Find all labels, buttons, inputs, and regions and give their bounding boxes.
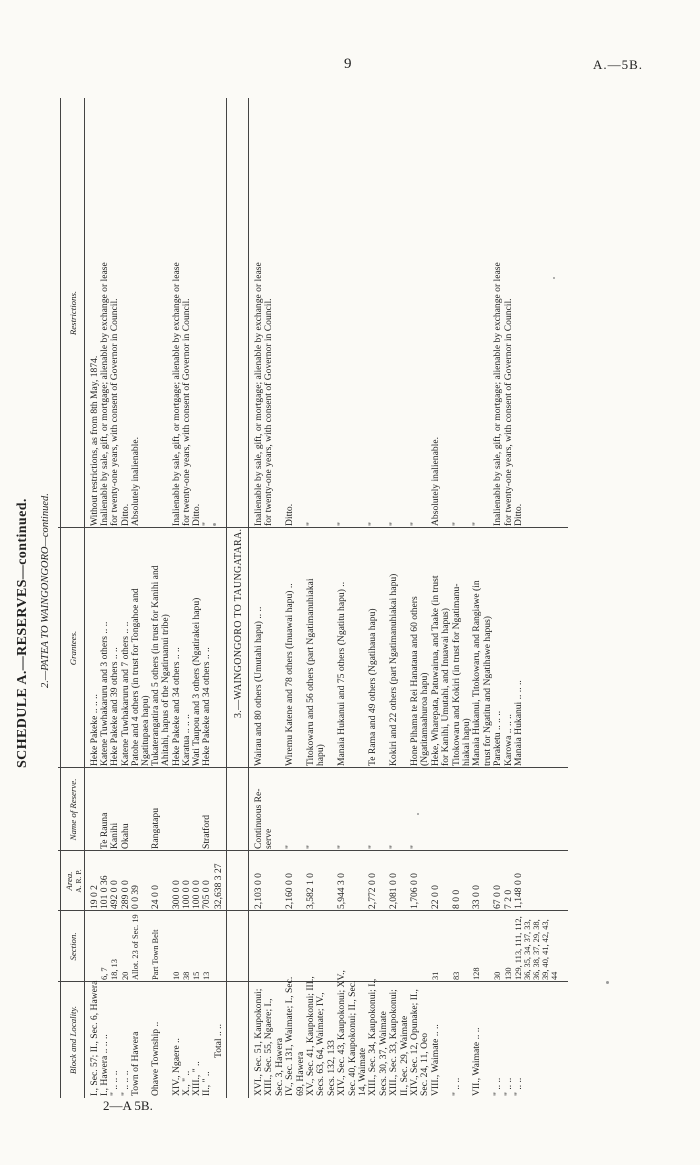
area-cell: 7 2 0	[502, 889, 514, 909]
header-grantees: Grantees.	[68, 630, 78, 666]
reserve-cell: Kanihi	[109, 822, 121, 849]
grantees-cell: Ahitahi, hapus of the Ngatiruanui tribe)	[160, 614, 172, 766]
section-cell: 20	[120, 971, 130, 980]
block-cell: XIII., Sec. 55, Ngaere; I.,	[263, 998, 275, 1096]
area-cell: 289 0 0	[119, 880, 131, 909]
block-cell: " .. ..	[502, 1077, 514, 1096]
reserve-cell: "	[305, 845, 316, 849]
area-cell: 101 0 36	[99, 875, 111, 909]
grantees-cell: Titokowaru and 56 others (part Ngatimanuhiakai	[305, 578, 316, 766]
reserve-cell: "	[367, 845, 379, 849]
grantees-cell: hapu)	[315, 744, 327, 766]
restrictions-cell: Without restrictions, as from 8th May, 1874.	[89, 355, 100, 526]
block-cell: Secs. 63, 64, Waimate; IV.,	[315, 992, 327, 1096]
restrictions-cell: "	[201, 522, 213, 526]
column-divider	[58, 527, 568, 528]
block-cell: Sec. 3, Hawera	[273, 1037, 285, 1096]
reserve-cell: Te Rauna	[99, 812, 111, 849]
grantees-cell: Manaia Hukanui .. .. ..	[513, 680, 524, 766]
block-cell: " .. ..	[513, 1077, 524, 1096]
restrictions-cell: "	[450, 522, 462, 526]
restrictions-cell: Absolutely inalienable.	[129, 437, 141, 526]
grantees-cell: Tukaterangatira and 5 others (in trust for Kanihi and	[150, 565, 162, 766]
section-subtitle: 2.—PATEA TO WAINGONGORO—continued.	[40, 493, 51, 688]
block-cell: 14, Waimate	[357, 1047, 368, 1096]
block-cell: XIV., Ngaere ..	[170, 1038, 182, 1096]
block-cell: XV., Sec. 41, Kaupokonui; III.,	[305, 976, 316, 1096]
grantees-cell: trust for Ngatitu and Ngatihawe hapus)	[481, 616, 493, 766]
restrictions-cell: Inalienable by sale, gift, or mortgage; alienable by exchange or lease	[492, 262, 504, 526]
section-3-heading: 3.—WAINGONGORO TO TAUNGATARA.	[233, 528, 244, 718]
block-cell: Sec. 24, 11, Oeo	[419, 1032, 431, 1096]
grantees-cell: Wati Taupou and 3 others (Ngatirakei hapu)	[191, 597, 202, 766]
grantees-cell: Patohe and 4 others (in trust for Tongahoe and	[129, 588, 141, 766]
grantees-cell: Katene Tuwhakaruru and 7 others .. ..	[119, 621, 131, 766]
total-label: Total .. ..	[213, 1024, 224, 1058]
total-area: 32,638 3 27	[213, 863, 224, 909]
grantees-cell: Manaia Hukanui, Titokowaru, and Rangiawe (in	[471, 580, 483, 766]
area-cell: 19 0 2	[89, 885, 100, 909]
section-cell: 30	[493, 971, 503, 980]
grantees-cell: Ngatitupaea hapu)	[140, 695, 151, 766]
header-bottom-rule	[84, 98, 85, 1098]
restrictions-cell: Inalienable by sale, gift, or mortgage; alienable by exchange or lease	[253, 262, 264, 526]
area-cell: 2,772 0 0	[367, 873, 379, 909]
block-cell: " .. ..	[492, 1077, 504, 1096]
restrictions-cell: for twenty-one years, with consent of Governor in Council.	[263, 298, 275, 526]
area-cell: 1,148 0 0	[513, 873, 524, 909]
block-cell: I., Sec. 57; II., Sec. 6, Hawera	[89, 980, 100, 1096]
restrictions-cell: for twenty-one years, with consent of Governor in Council.	[502, 298, 514, 526]
paper-id: A.—5B.	[593, 57, 644, 72]
block-cell: Secs. 132, 133	[325, 1040, 337, 1096]
area-cell: 0 0 39	[129, 885, 141, 909]
grantees-cell: for Kanihi, Umutahi, and Inuawai hapus)	[440, 608, 452, 766]
block-cell: Town of Hawera	[129, 1031, 141, 1096]
block-cell: Ohawe Township ..	[150, 1021, 162, 1096]
block-cell: IV., Sec. 131, Waimate; I., Sec.	[284, 976, 296, 1096]
section-cell: Part Town Belt	[151, 929, 161, 980]
restrictions-cell: Absolutely inalienable.	[429, 437, 441, 526]
grantees-cell: Heke Pakeke and 39 others .. ..	[109, 647, 121, 766]
restrictions-cell: "	[305, 522, 316, 526]
grantees-cell: Titokowaru and Kokiri (in trust for Ngatimanu-	[450, 583, 462, 766]
section-cell: 31	[430, 971, 440, 980]
section-cell: 18, 13	[110, 959, 120, 980]
section-cell: 38	[181, 971, 191, 980]
header-block: Block and Locality.	[68, 1005, 78, 1075]
restrictions-cell: for twenty-one years, with consent of Governor in Council.	[109, 298, 121, 526]
reserve-cell: Rangatapu	[150, 807, 162, 849]
block-cell: 69, Hawera	[294, 1051, 306, 1096]
area-cell: 3,582 1 0	[305, 873, 316, 909]
schedule-title: SCHEDULE A.—RESERVES—continued.	[15, 498, 30, 768]
block-cell: " .. .. ..	[119, 1070, 131, 1096]
rotated-schedule-table	[8, 78, 638, 1118]
area-cell: 67 0 0	[492, 885, 504, 909]
area-cell: 24 0 0	[150, 885, 162, 909]
section-start-rule	[248, 98, 249, 1098]
area-cell: 2,103 0 0	[253, 873, 264, 909]
block-cell: XIV., Sec. 12, Opunake; II.,	[409, 989, 420, 1096]
table-top-rule	[60, 98, 61, 1098]
block-cell: Secs. 30, 37, Waimate	[377, 1011, 389, 1096]
grantees-cell: Manaia Hukanui and 75 others (Ngatitu hapu) ..	[336, 581, 348, 766]
restrictions-cell: Ditto.	[513, 503, 524, 526]
area-cell: 8 0 0	[450, 889, 462, 909]
block-cell: VIII., Waimate .. ..	[429, 1024, 441, 1096]
grantees-cell: Kokiri and 22 others (part Ngatimanuhiakai hapu)	[388, 573, 400, 766]
restrictions-cell: for twenty-one years, with consent of Governor in Council.	[180, 298, 192, 526]
section-cell: 6, 7	[100, 967, 110, 980]
header-area: Area.	[64, 871, 74, 891]
header-reserve: Name of Reserve.	[68, 778, 78, 841]
section-cell: 129, 113, 111, 112, 36, 35, 34, 37, 33, 36, 38, 37, 29, 38, 39, 40, 41, 42, 43, 44	[514, 916, 559, 980]
section-cell: 13	[202, 971, 212, 980]
header-restrictions: Restrictions.	[68, 290, 78, 336]
grantees-cell: Wiremu Katene and 78 others (Inuawai hapu) ..	[284, 583, 296, 766]
reserve-cell: serve	[263, 828, 275, 849]
grantees-cell: hiakai hapu)	[461, 718, 472, 766]
restrictions-cell: "	[367, 522, 379, 526]
block-cell: XIII., Sec. 33, Kaupokonui;	[388, 989, 400, 1096]
sheet-id: 2—A 5B.	[103, 1098, 153, 1113]
column-divider	[58, 767, 568, 768]
column-divider	[58, 850, 568, 851]
grantees-cell: Heke Pakeke .. .. ..	[89, 694, 100, 766]
grantees-cell: Hone Pihama te Rei Hanataua and 60 others	[409, 596, 420, 766]
area-cell: 5,944 3 0	[336, 873, 348, 909]
block-cell: XIII., Sec. 34, Kaupokonui; I.,	[367, 978, 379, 1096]
area-cell: 1,706 0 0	[409, 873, 420, 909]
restrictions-cell: Ditto.	[284, 503, 296, 526]
header-section: Section.	[68, 932, 78, 961]
grantees-cell: Wairau and 80 others (Umutahi hapu) .. ..	[253, 606, 264, 766]
section-cell: 128	[472, 967, 482, 980]
block-cell: " .. .. ..	[109, 1070, 121, 1096]
block-cell: XIII., " ..	[191, 1061, 202, 1096]
section-cell: 15	[192, 971, 201, 980]
grantees-cell: Paraketu .. .. ..	[492, 710, 504, 766]
area-cell: 22 0 0	[429, 885, 441, 909]
restrictions-cell: "	[336, 522, 348, 526]
page-number: 9	[344, 56, 352, 72]
restrictions-cell: Ditto.	[119, 503, 131, 526]
reserve-cell: Stratford	[201, 814, 213, 849]
restrictions-cell: Ditto.	[191, 503, 202, 526]
section-end-rule	[226, 98, 227, 1098]
section-cell: 83	[451, 971, 461, 980]
grantees-cell: Heke Pakeke and 34 others .. ..	[201, 647, 213, 766]
block-cell: II., " ..	[201, 1071, 213, 1096]
restrictions-cell: Inalienable by sale, gift, or mortgage; alienable by exchange or lease	[170, 262, 182, 526]
column-divider	[58, 910, 568, 911]
block-cell: XVI., Sec. 51, Kaupokonui;	[253, 988, 264, 1096]
area-cell: 2,160 0 0	[284, 873, 296, 909]
restrictions-cell: "	[409, 522, 420, 526]
block-cell: Sec. 40, Kaupokonui; II., Sec.	[346, 980, 358, 1096]
grantees-cell: Karowa .. .. ..	[502, 714, 514, 766]
block-cell: XIV., Sec. 43, Kaupokonui; XV.,	[336, 970, 348, 1096]
grantees-cell: Katene Tuwhakaruru and 3 others .. ..	[99, 621, 111, 766]
block-cell: X., " ..	[180, 1070, 192, 1096]
block-cell: I., Hawera .. .. ..	[99, 1034, 111, 1096]
block-cell: II., Sec. 29, Waimate	[398, 1015, 410, 1096]
area-cell: 705 0 0	[201, 880, 213, 909]
area-cell: 492 0 0	[109, 880, 121, 909]
restrictions-cell: Inalienable by sale, gift, or mortgage; alienable by exchange or lease	[99, 262, 111, 526]
area-cell: 100 0 0	[191, 880, 202, 909]
grantees-cell: Heke Pakeke and 34 others .. ..	[170, 647, 182, 766]
area-cell: 33 0 0	[471, 885, 483, 909]
grantees-cell: (Ngatitamaahuroa hapu)	[419, 672, 431, 766]
reserve-cell: "	[388, 845, 400, 849]
reserve-cell: "	[336, 845, 348, 849]
grantees-cell: Karatua .. .. ..	[180, 714, 192, 766]
restrictions-cell: "	[471, 522, 483, 526]
grantees-cell: Heke, Wharepata, Patuwairua, and Taake (in trust	[429, 575, 441, 766]
area-cell: 300 0 0	[170, 880, 182, 909]
reserve-cell: Okahu	[119, 823, 131, 849]
area-cell: 100 0 0	[180, 880, 192, 909]
section-cell: Allot. 23 of Sec. 19	[130, 914, 140, 980]
block-cell: " .. ..	[450, 1077, 462, 1096]
restrictions-cell: "	[388, 522, 400, 526]
reserve-cell: "	[284, 845, 296, 849]
block-cell: VII., Waimate .. ..	[471, 1027, 483, 1096]
header-area-units: A. R. P.	[74, 869, 83, 893]
section-cell: 10	[171, 971, 181, 980]
grantees-cell: Te Rama and 49 others (Ngatihaua hapu)	[367, 608, 379, 766]
section-cell: 130	[503, 967, 513, 980]
reserve-cell: Continuous Re-	[253, 788, 264, 849]
area-cell: 2,081 0 0	[388, 873, 400, 909]
reserve-cell: "	[409, 845, 420, 849]
